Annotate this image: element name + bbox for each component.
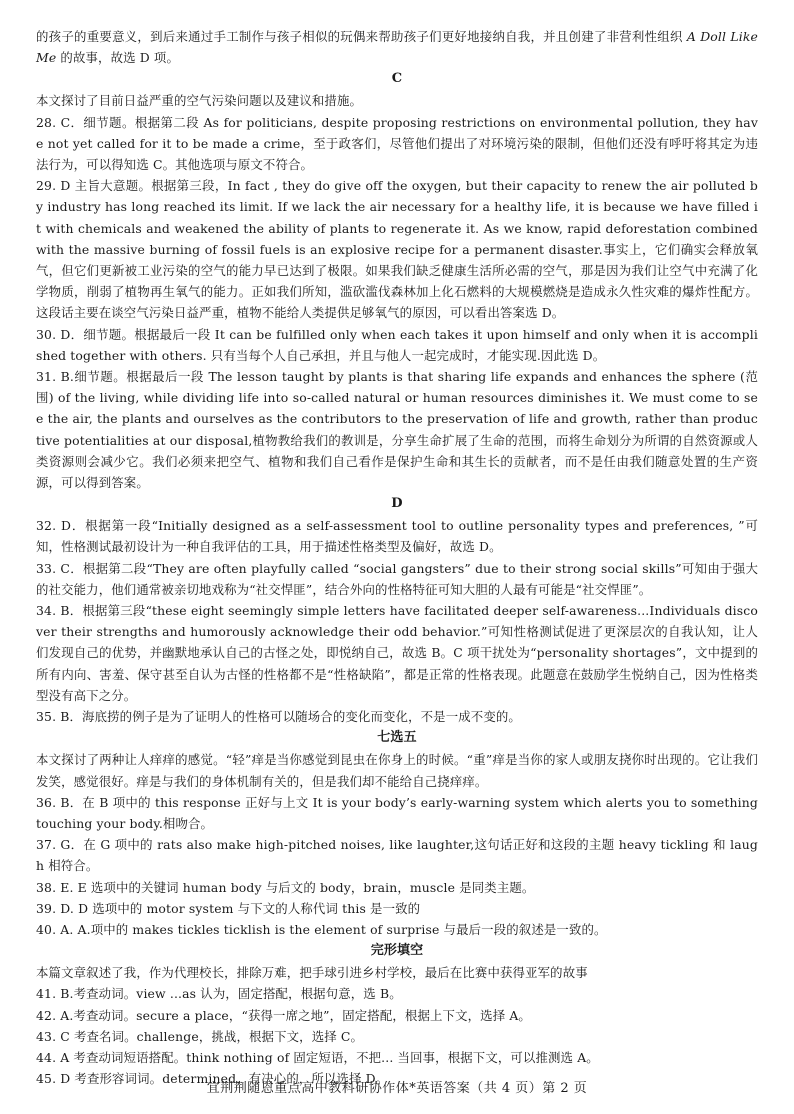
intro-block xyxy=(36,26,758,68)
section-c xyxy=(36,68,758,493)
answer-30: 30. D．细节题。根据最后一段 It can be fulfilled only when each takes it upon himself and only when it is accomplished together with others. 只有当每个人自己承担，并且与他人一起完成时，才能实现.因此选 D。 xyxy=(36,326,758,363)
answer-41: 41. B.考查动词。view ...as 认为，固定搭配，根据句意，选 B。 xyxy=(36,986,402,1002)
answer-35: 35. B．海底捞的例子是为了证明人的性格可以随场合的变化而变化，不是一成不变的。 xyxy=(36,709,521,725)
answer-33: 33. C．根据第二段“They are often playfully called “social gangsters” due to their strong social skills”可知由于强大的社交能力，他们通常被亲切地戏称为“社交悍匪”，结合外向的性格特征可知大胆的人最有可能是“社交悍匪”。 xyxy=(36,560,758,597)
section-heading: 完形填空 xyxy=(370,943,424,959)
answer-45: 45. D 考查形容词词。determined，有决心的，所以选择 D。 xyxy=(36,1071,389,1087)
answer-32: 32. D．根据第一段“Initially designed as a self-assessment tool to outline personality types and preferences, ”可知，性格测试最初设计为一种自我评估的工具，用于描述性格类型及偏好，故选 D。 xyxy=(36,518,758,555)
section-heading: C xyxy=(391,71,403,87)
section-heading: 七选五 xyxy=(377,730,417,746)
organization-name: A Doll Like Me xyxy=(36,29,758,66)
summary-paragraph: 本文探讨了目前日益严重的空气污染问题以及建议和措施。 xyxy=(36,93,363,109)
section-heading: D xyxy=(391,496,403,512)
page-footer: 宜荆荆随恩重点高中教科研协作体*英语答案（共 4 页）第 2 页 xyxy=(206,1081,588,1096)
section-cloze xyxy=(36,940,758,1089)
section-seven-choose-five xyxy=(36,727,758,940)
answer-28: 28. C．细节题。根据第二段 As for politicians, despite proposing restrictions on environmental pollution, they have not yet called for it to be made a crime，至于政客们，尽管他们提出了对环境污染的限制，但他们还没有呼吁将其定为违法行为，可以得知选 C。其他选项与原文不符合。 xyxy=(36,114,758,173)
answer-43: 43. C 考查名词。challenge，挑战，根据下文，选择 C。 xyxy=(36,1028,364,1044)
section-d xyxy=(36,493,758,727)
answer-44: 44. A 考查动词短语搭配。think nothing of 固定短语，不把... 当回事，根据下文，可以推测选 A。 xyxy=(36,1049,599,1065)
answer-38: 38. E. E 选项中的关键词 human body 与后文的 body，brain，muscle 是同类主题。 xyxy=(36,879,535,895)
answer-34: 34. B．根据第三段“these eight seemingly simple letters have facilitated deeper self-awareness...Individuals discover their strengths and humorously acknowledge their odd behavior.”可知性格测试促进了更深层次的自我认知，让人们发现自己的优势，并幽默地承认自己的古怪之处，即悦纳自己，故选 B。C 项干扰处为“personality shortages”，文中提到的所有内向、害羞、保守甚至自认为古怪的性格都不是“性格缺陷”，都是正常的性格表现。此题意在鼓励学生悦纳自己，因为性格类型没有高下之分。 xyxy=(36,603,758,703)
answer-40: 40. A. A.项中的 makes tickles ticklish is the element of surprise 与最后一段的叙述是一致的。 xyxy=(36,921,607,937)
summary-paragraph: 本篇文章叙述了我，作为代理校长，排除万难，把手球引进乡村学校，最后在比赛中获得亚军的故事 xyxy=(36,965,588,981)
paragraph: 的孩子的重要意义，到后来通过手工制作与孩子相似的玩偶来帮助孩子们更好地接纳自我，并且创建了非营利性组织 A Doll Like Me 的故事，故选 D 项。 xyxy=(36,29,758,66)
answer-29: 29. D 主旨大意题。根据第三段，In fact , they do give off the oxygen, but their capacity to renew the air polluted by industry has long reached its limit. If we lack the air necessary for a healthy life, it is because we have filled it with chemicals and weakened the ability of plants to regenerate it. As we know, rapid deforestation combined with the massive burning of fossil fuels is an explosive recipe for a permanent disaster.事实上，它们确实会释放氧气，但它们更新被工业污染的空气的能力早已达到了极限。如果我们缺乏健康生活所必需的空气，那是因为我们让空气中充满了化学物质，削弱了植物再生氧气的能力。正如我们所知，滥砍滥伐森林加上化石燃料的大规模燃烧是造成永久性灾难的爆炸性配方。这段话主要在谈空气污染日益严重，植物不能给人类提供足够氧气的原因，可以看出答案选 D。 xyxy=(36,178,758,321)
summary-paragraph: 本文探讨了两种让人痒痒的感觉。“轻”痒是当你感觉到昆虫在你身上的时候。“重”痒是当你的家人或朋友挠你时出现的。它让我们发笑，感觉很好。痒是与我们的身体机制有关的，但是我们却不能给自己挠痒痒。 xyxy=(36,752,758,789)
answer-31: 31. B.细节题。根据最后一段 The lesson taught by plants is that sharing life expands and enhances the sphere (范围) of the living, while dividing life into so-called natural or human resources diminishes it. We must come to see the air, the plants and ourselves as the contributors to the preservation of life and growth, rather than productive potentialities at our disposal,植物教给我们的教训是，分享生命扩展了生命的范围，而将生命划分为所谓的自然资源或人类资源则会减少它。我们必须来把空气、植物和我们自己看作是保护生命和其生长的贡献者，而不是任由我们随意处置的生产资源，可以得到答案。 xyxy=(36,369,758,491)
answer-39: 39. D. D 选项中的 motor system 与下文的人称代词 this 是一致的 xyxy=(36,900,421,916)
answer-37: 37. G．在 G 项中的 rats also make high-pitched noises, like laughter,这句话正好和这段的主题 heavy tickling 和 laugh 相符合。 xyxy=(36,837,758,874)
answer-36: 36. B．在 B 项中的 this response 正好与上文 It is your body’s early-warning system which alerts you to something touching your body.相吻合。 xyxy=(36,794,758,831)
answer-42: 42. A.考查动词。secure a place，“获得一席之地”，固定搭配，根据上下文，选择 A。 xyxy=(36,1007,531,1023)
